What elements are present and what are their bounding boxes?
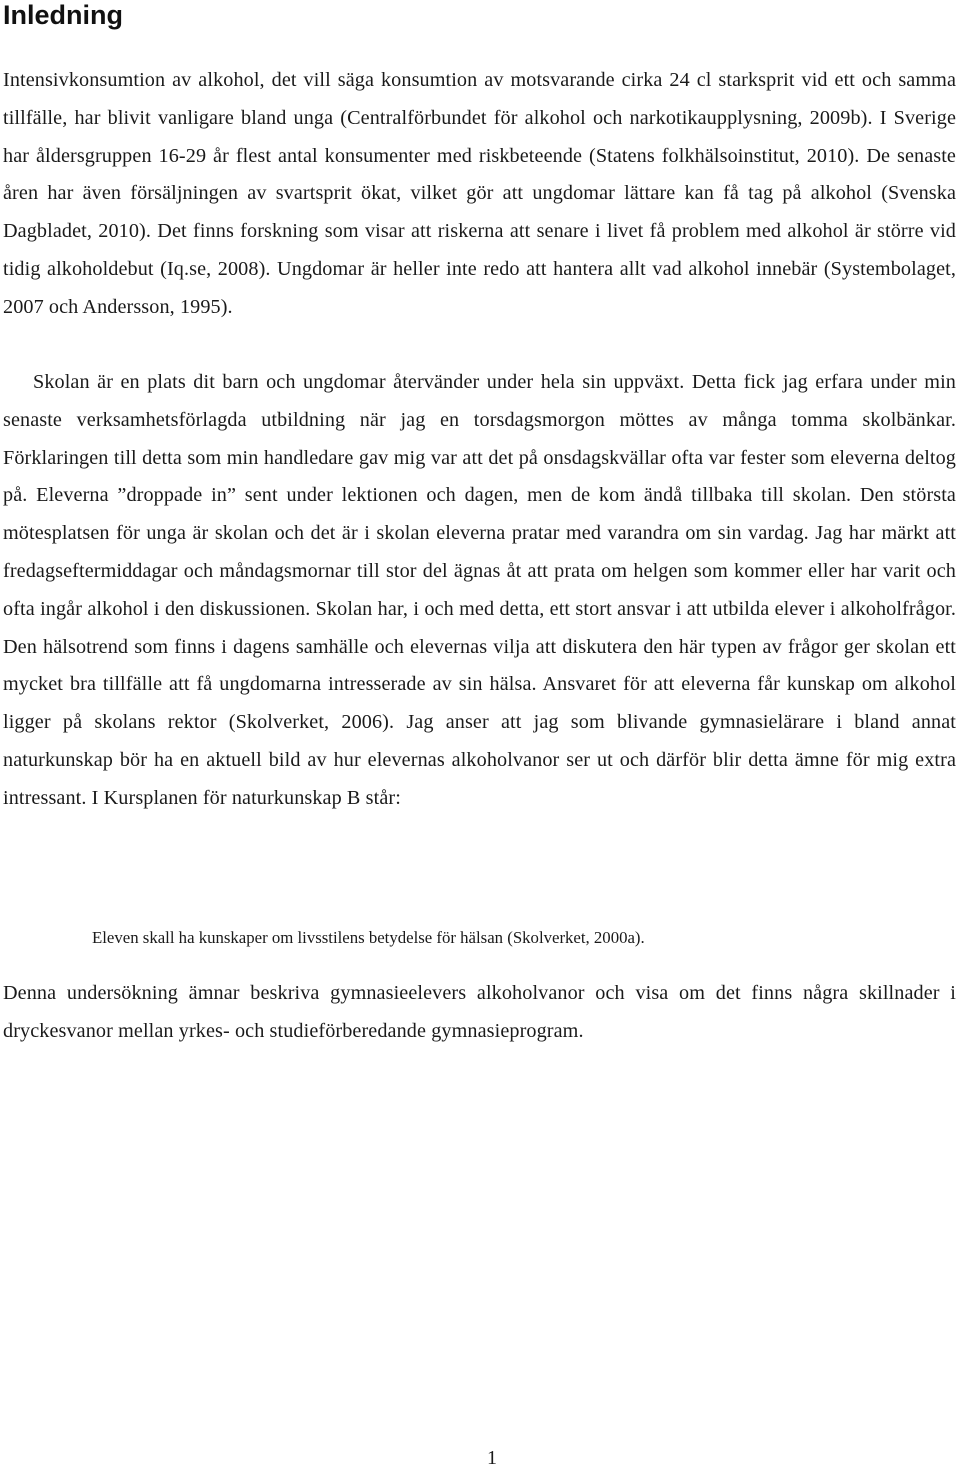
page-number: 1 [487, 1447, 497, 1469]
school-paragraph: Skolan är en plats dit barn och ungdomar återvänder under hela sin uppväxt. Detta fick jag erfara under min senaste verksamhetsförlagda utbildning när jag en torsdagsmorgon möttes av många tomma skolbänkar. Förklaringen till detta som min handledare gav mig var att det på onsdagskvällar ofta var fester som eleverna deltog på. Eleverna ”droppade in” sent under lektionen och dagen, men de kom ändå tillbaka till skolan. Den största mötesplatsen för unga är skolan och det är i skolan eleverna pratar med varandra om sin vardag. Jag har märkt att fredagseftermiddagar och måndagsmornar till stor del ägnas åt att prata om helgen som kommer eller har varit och ofta ingår alkohol i den diskussionen. Skolan har, i och med detta, ett stort ansvar i att utbilda elever i alkoholfrågor. Den hälsotrend som finns i dagens samhälle och elevernas vilja att diskutera den här typen av frågor ger skolan ett mycket bra tillfälle att få ungdomarna intresserade av sin hälsa. Ansvaret för att eleverna får kunskap om alkohol ligger på skolans rektor (Skolverket, 2006). Jag anser att jag som blivande gymnasielärare i bland annat naturkunskap bör ha en aktuell bild av hur elevernas alkoholvanor ser ut och därför blir detta ämne för mig extra intressant. I Kursplanen för naturkunskap B står: [3, 371, 956, 809]
curriculum-quote: Eleven skall ha kunskaper om livsstilens betydelse för hälsan (Skolverket, 2000a). [92, 928, 645, 947]
section-heading: Inledning [3, 0, 123, 30]
intro-paragraph: Intensivkonsumtion av alkohol, det vill säga konsumtion av motsvarande cirka 24 cl starksprit vid ett och samma tillfälle, har blivit vanligare bland unga (Centralförbundet för alkohol och narkotikaupplysning, 2009b). I Sverige har åldersgruppen 16-29 år flest antal konsumenter med riskbeteende (Statens folkhälsoinstitut, 2010). De senaste åren har även försäljningen av svartsprit ökat, vilket gör att ungdomar lättare kan få tag på alkohol (Svenska Dagbladet, 2010). Det finns forskning som visar att riskerna att senare i livet få problem med alkohol är större vid tidig alkoholdebut (Iq.se, 2008). Ungdomar är heller inte redo att hantera allt vad alkohol innebär (Systembolaget, 2007 och Andersson, 1995). [3, 69, 956, 318]
purpose-paragraph: Denna undersökning ämnar beskriva gymnasieelevers alkoholvanor och visa om det finns några skillnader i dryckesvanor mellan yrkes- och studieförberedande gymnasieprogram. [3, 982, 956, 1042]
